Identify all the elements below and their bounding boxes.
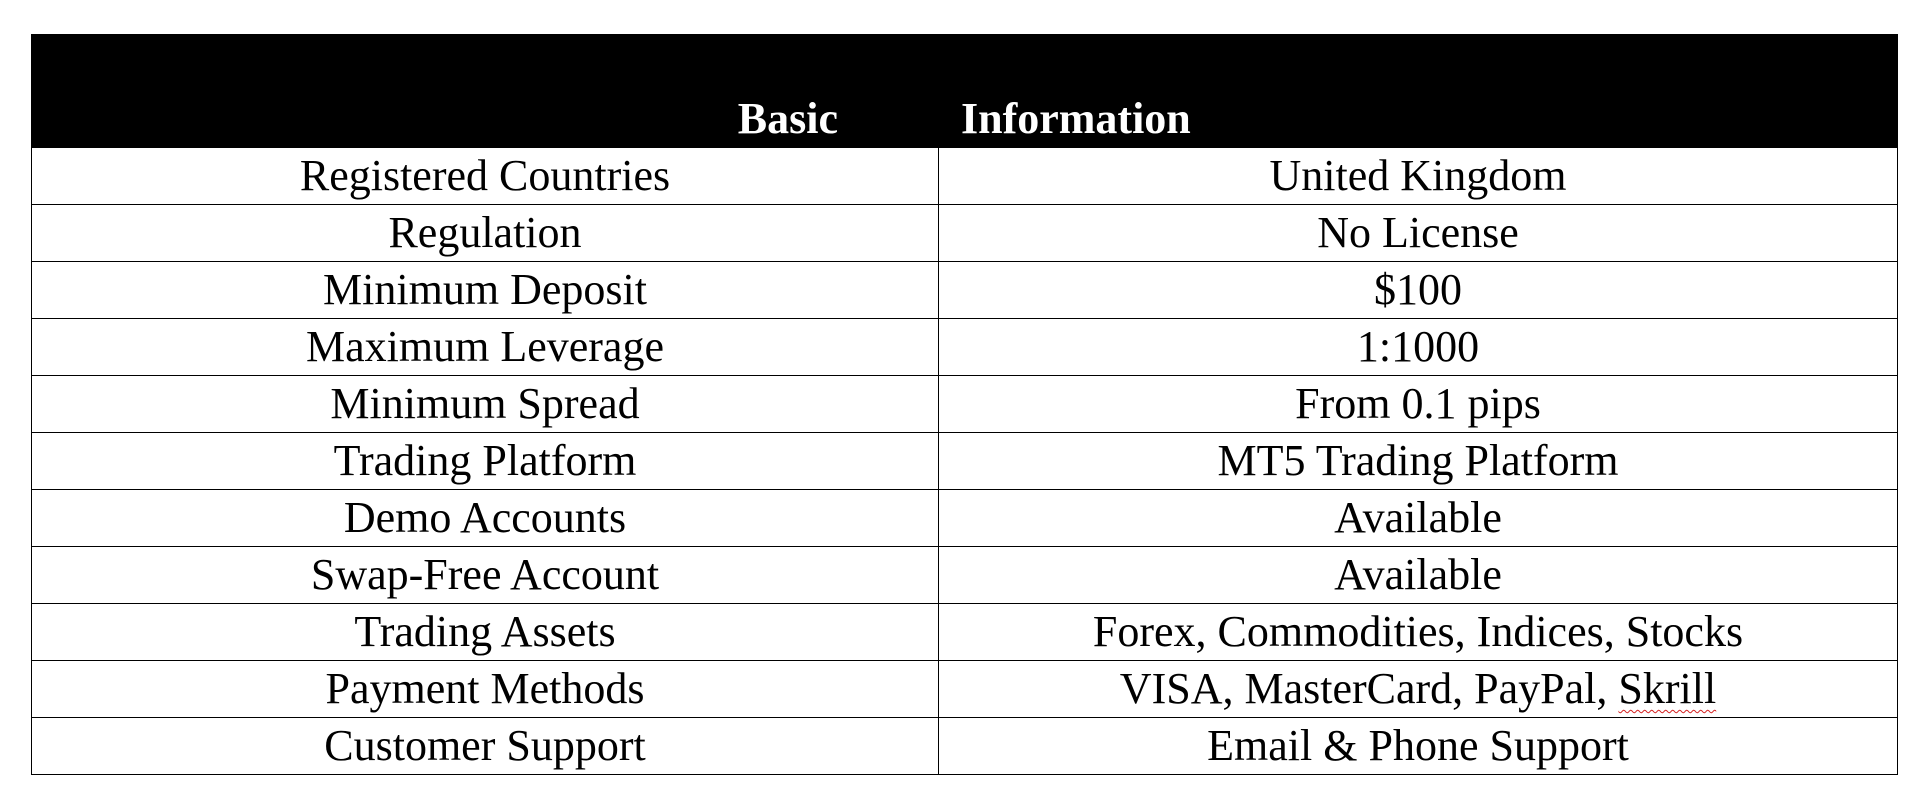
row-label: Customer Support bbox=[32, 718, 939, 775]
table-header-row bbox=[32, 35, 1898, 148]
row-value: From 0.1 pips bbox=[939, 376, 1898, 433]
table-row bbox=[32, 490, 1898, 547]
row-value: Available bbox=[939, 547, 1898, 604]
row-value: Email & Phone Support bbox=[939, 718, 1898, 775]
header-cell-left bbox=[32, 35, 939, 148]
table-row bbox=[32, 661, 1898, 718]
table-row bbox=[32, 262, 1898, 319]
row-value-cell bbox=[939, 661, 1898, 718]
table-row bbox=[32, 604, 1898, 661]
row-value: 1:1000 bbox=[939, 319, 1898, 376]
row-value: No License bbox=[939, 205, 1898, 262]
header-label-right: Information bbox=[961, 94, 1191, 143]
row-label: Payment Methods bbox=[32, 661, 939, 718]
row-label: Registered Countries bbox=[32, 148, 939, 205]
row-label: Maximum Leverage bbox=[32, 319, 939, 376]
spellcheck-flagged-word: Skrill bbox=[1618, 664, 1717, 713]
header-cell-right bbox=[939, 35, 1898, 148]
row-label: Trading Platform bbox=[32, 433, 939, 490]
row-value: Available bbox=[939, 490, 1898, 547]
row-label: Regulation bbox=[32, 205, 939, 262]
table-row bbox=[32, 547, 1898, 604]
row-label: Minimum Deposit bbox=[32, 262, 939, 319]
row-value: United Kingdom bbox=[939, 148, 1898, 205]
table-row bbox=[32, 376, 1898, 433]
table-row bbox=[32, 148, 1898, 205]
table-row bbox=[32, 205, 1898, 262]
row-value: MT5 Trading Platform bbox=[939, 433, 1898, 490]
basic-information-table bbox=[31, 34, 1898, 775]
table-row bbox=[32, 433, 1898, 490]
row-label: Demo Accounts bbox=[32, 490, 939, 547]
row-label: Minimum Spread bbox=[32, 376, 939, 433]
table-row bbox=[32, 319, 1898, 376]
row-value: Forex, Commodities, Indices, Stocks bbox=[939, 604, 1898, 661]
table-row bbox=[32, 718, 1898, 775]
row-label: Trading Assets bbox=[32, 604, 939, 661]
row-value: $100 bbox=[939, 262, 1898, 319]
row-label: Swap-Free Account bbox=[32, 547, 939, 604]
row-value: VISA, MasterCard, PayPal, bbox=[1119, 664, 1619, 713]
header-label-left: Basic bbox=[737, 94, 838, 143]
